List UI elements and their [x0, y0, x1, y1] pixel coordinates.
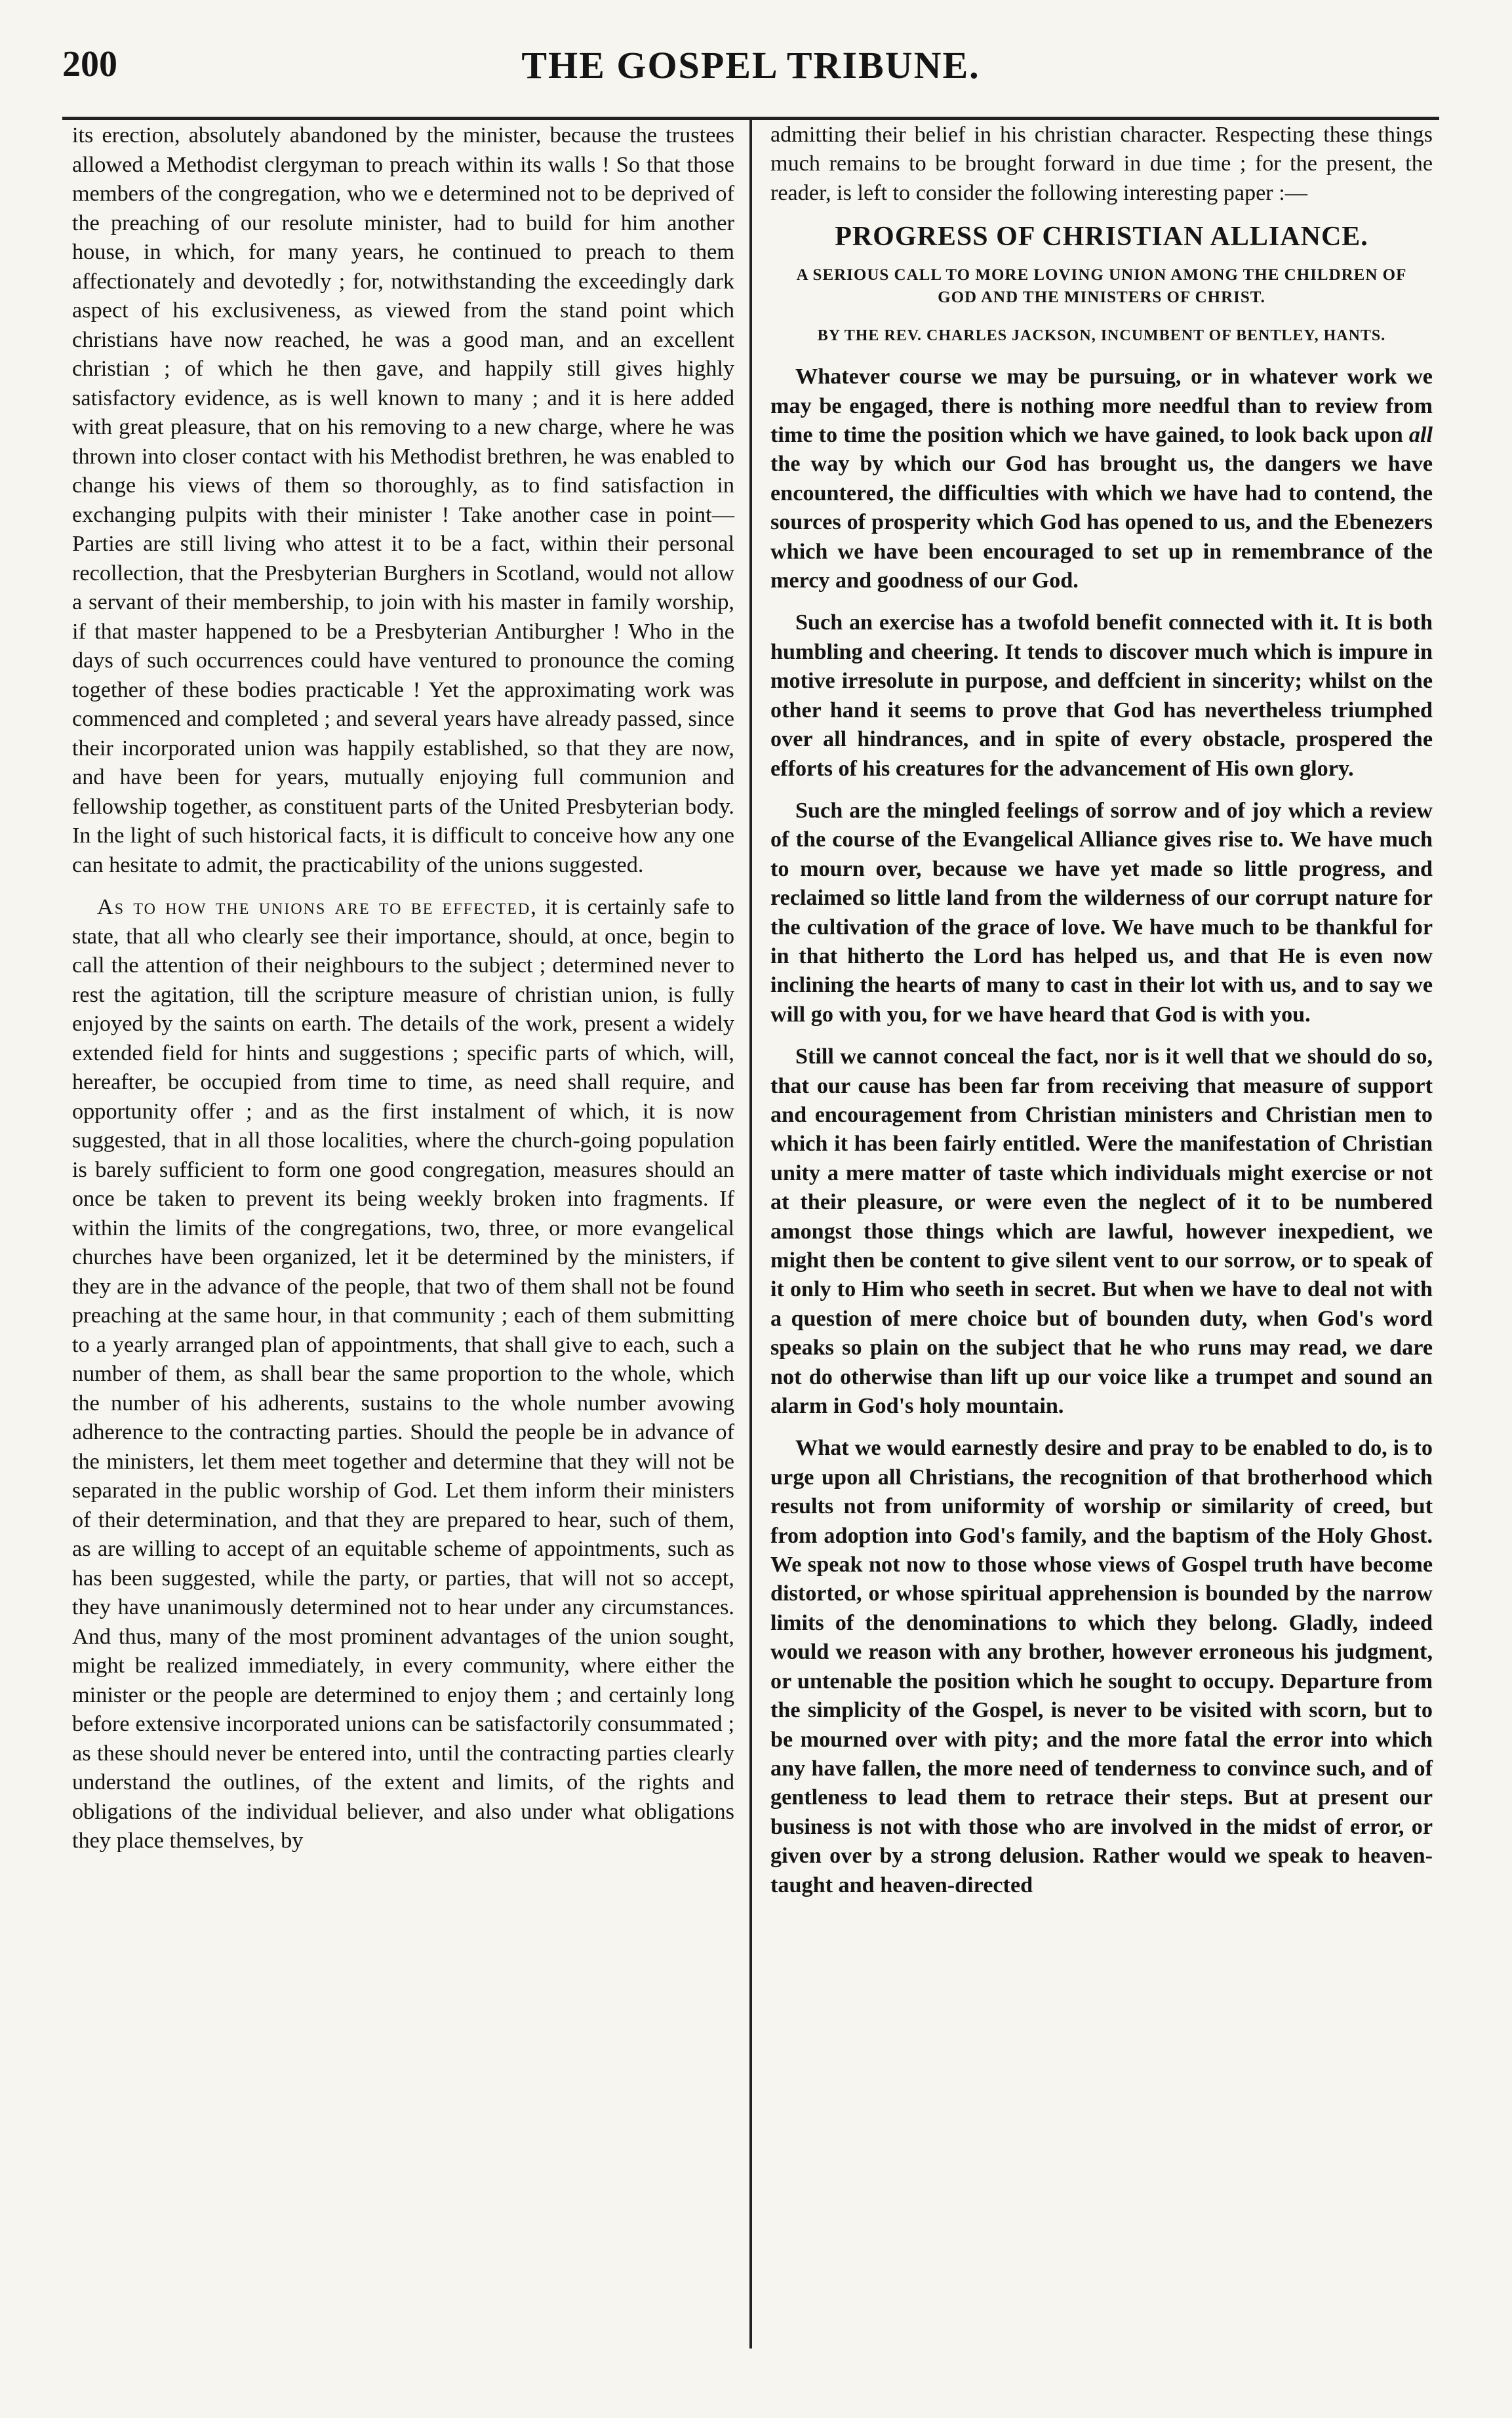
running-title: THE GOSPEL TRIBUNE. — [521, 44, 980, 87]
article-paragraph-3: Such are the mingled feelings of sorrow and of joy which a review of the course of the Evangelical Alliance gives rise to. We have much to mourn over, because we have yet made so little progress, and reclaimed so little land from the wilderness of our corrupt nature for the cultivation of the grace of love. We have much to be thankful for in that hitherto the Lord has helped us, and that He is even now inclining the hearts of many to cast in their lot with us, and to say we will go with you, for we have heard that God is with you. — [770, 798, 1433, 1027]
page-number: 200 — [62, 44, 117, 85]
article-paragraph-1-a: Whatever course we may be pursuing, or in whatever work we may be engaged, there is nothing more needful than to review from time to time the position which we have gained, to look back upon — [770, 365, 1433, 448]
article-paragraph-1-b: the way by which our God has brought us, the dangers we have encountered, the difficulties with which we have had to contend, the sources of prosperity which God has opened to us, and the Ebenezers which we have been encouraged to set up in remembrance of the mercy and goodness of our God. — [770, 452, 1433, 593]
page-header — [62, 38, 1439, 120]
article-paragraph-2: Such an exercise has a twofold benefit connected with it. It is both humbling and cheering. It tends to discover much which is impure in motive irresolute in purpose, and deffcient in sincerity; whilst on the other hand it seems to prove that God has nevertheless triumphed over all hindrances, and in spite of every obstacle, prospered the efforts of his creatures for the advancement of His own glory. — [770, 610, 1433, 781]
left-column — [72, 121, 734, 1869]
article-paragraph-1-emphasis: all — [1408, 423, 1433, 448]
right-intro-paragraph: admitting their belief in his christian character. Respecting these things much remains to be brought forward in due time ; for the present, the reader, is left to consider the following interesting paper :— — [770, 123, 1433, 205]
left-paragraph-1: its erection, absolutely abandoned by the minister, because the trustees allowed a Methodist clergyman to preach within its walls ! So that those members of the congregation, who we e determined not to be deprived of the preaching of our resolute minister, had to build for him another house, in which, for many years, he continued to preach to them affectionately and devotedly ; for, notwithstanding the exceedingly dark aspect of his exclusiveness, as viewed from the stand point which christians have now reached, he was a good man, and an excellent christian ; of which he then gave, and happily still gives highly satisfactory evidence, as is well known to many ; and it is here added with great pleasure, that on his removing to a new charge, where he was thrown into closer contact with his Methodist brethren, he was enabled to change his views of them so thoroughly, as to find satisfaction in exchanging pulpits with their minister ! Take another case in point—Parties are still living who attest it to be a fact, within their personal recollection, that the Presbyterian Burghers in Scotland, would not allow a servant of their membership, to join with his master in family worship, if that master happened to be a Presbyterian Antiburgher ! Who in the days of such occurrences could have ventured to pronounce the coming together of these bodies practicable ! Yet the approximating work was commenced and completed ; and several years have already passed, since their incorporated union was happily established, so that they are now, and have been for years, mutually enjoying full communion and fellowship together, as constituent parts of the United Presbyterian body. In the light of such historical facts, it is difficult to conceive how any one can hesitate to admit, the practicability of the unions suggested. — [72, 123, 734, 877]
right-column — [770, 121, 1433, 1913]
article-paragraph-5: What we would earnestly desire and pray to be enabled to do, is to urge upon all Christians, the recognition of that brotherhood which results not from uniformity of worship or similarity of creed, but from adoption into God's family, and the baptism of the Holy Ghost. We speak not now to those whose views of Gospel truth have become distorted, or whose spiritual apprehension is bounded by the narrow limits of the denominations to which they belong. Gladly, indeed would we reason with any brother, however erroneous his judgment, or untenable the position which he sought to occupy. Departure from the simplicity of the Gospel, is never to be visited with scorn, but to be mourned over with pity; and the more fatal the error into which any have fallen, the more need of tenderness to convince such, and of gentleness to lead them to retrace their steps. But at present our business is not with those who are involved in the midst of error, or given over by a strong delusion. Rather would we speak to heaven-taught and heaven-directed — [770, 1436, 1433, 1897]
column-divider — [749, 119, 752, 2349]
article-byline: BY THE REV. CHARLES JACKSON, INCUMBENT OF BENTLEY, HANTS. — [817, 327, 1386, 345]
article-paragraph-1 — [770, 363, 1433, 595]
left-paragraph-2 — [72, 892, 734, 1855]
article-paragraph-4: Still we cannot conceal the fact, nor is it well that we should do so, that our cause has been far from receiving that measure of support and encouragement from Christian ministers and Christian men to which it has been fairly entitled. Were the manifestation of Christian unity a mere matter of taste which individuals might exercise or not at their pleasure, or were even the neglect of it to be numbered amongst those things which are lawful, however inexpedient, we might then be content to give silent vent to our sorrow, or to speak of it only to Him who seeth in secret. But when we have to deal not with a question of mere choice but of bounden duty, when God's word speaks so plain on the subject that he who runs may read, we dare not do otherwise than lift up our voice like a trumpet and sound an alarm in God's holy mountain. — [770, 1044, 1433, 1419]
article-title: PROGRESS OF CHRISTIAN ALLIANCE. — [835, 222, 1368, 252]
left-paragraph-2-lead: As to how the unions are to be effected, — [97, 894, 538, 919]
left-paragraph-2-text: it is certainly safe to state, that all who clearly see their importance, should, at once, begin to call the attention of their neighbours to the subject ; determined never to rest the agitation, till the scripture measure of christian union, is fully enjoyed by the saints on earth. The details of the work, present a widely extended field for hints and suggestions ; specific parts of which, will, hereafter, be occupied from time to time, as need shall require, and opportunity offer ; and as the first instalment of which, it is now suggested, that in all those localities, where the church-going population is barely sufficient to form one good congregation, measures should an once be taken to prevent its being weekly broken into fragments. If within the limits of the congregations, two, three, or more evangelical churches have been organized, let it be determined by the ministers, if they are in the advance of the people, that two of them shall not be found preaching at the same hour, in that community ; each of them submitting to a yearly arranged plan of appointments, that shall give to each, such a number of them, as shall bear the same proportion to the whole, which the number of his adherents, sustains to the whole number avowing adherence to the contracting parties. Should the people be in advance of the ministers, let them meet together and determine that they will not be separated in the public worship of God. Let them inform their ministers of their determination, and that they are prepared to hear, such of them, as are willing to accept of an equitable scheme of appointments, such as has been suggested, while the party, or parties, that will not so accept, they have unanimously determined not to hear under any circumstances. And thus, many of the most prominent advantages of the union sought, might be realized immediately, in every community, where either the minister or the people are determined to enjoy them ; and certainly long before extensive incorporated unions can be satisfactorily consummated ; as these should never be entered into, until the contracting parties clearly understand the outlines, of the extent and limits, of the rights and obligations of the individual believer, and also under what obligations they place themselves, by — [72, 894, 734, 1853]
article-body — [770, 363, 1433, 1900]
article-subtitle: A SERIOUS CALL TO MORE LOVING UNION AMONG THE CHILDREN OF GOD AND THE MINISTERS OF CHRIST. — [796, 266, 1407, 307]
